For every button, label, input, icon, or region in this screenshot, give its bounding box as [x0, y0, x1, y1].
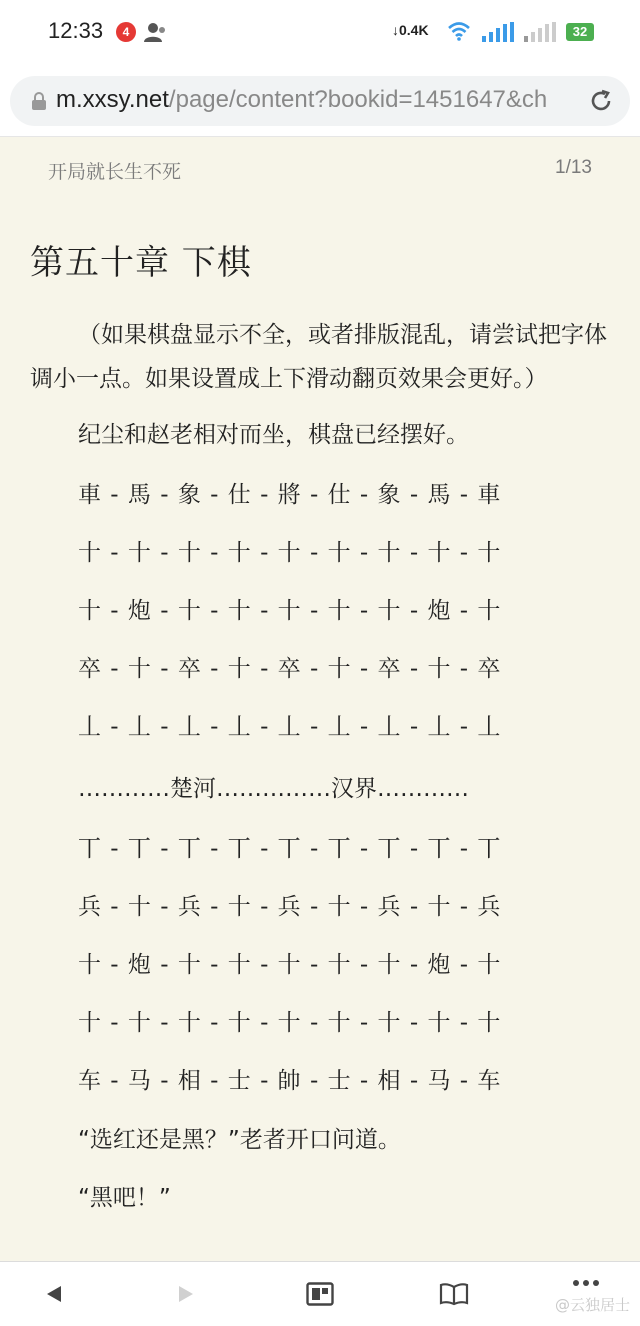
network-speed: ↓0.4K: [392, 22, 429, 38]
intro-paragraph: 纪尘和赵老相对而坐，棋盘已经摆好。: [78, 422, 469, 448]
watermark: @云独居士: [554, 1296, 630, 1314]
tabs-button[interactable]: [280, 1262, 360, 1326]
board-line: 卒 - 十 - 卒 - 十 - 卒 - 十 - 卒 - 十 - 卒: [78, 656, 502, 682]
author-note: （如果棋盘显示不全，或者排版混乱，请尝试把字体调小一点。如果设置成上下滑动翻页效果会更好。）: [30, 322, 607, 392]
board-line: 兵 - 十 - 兵 - 十 - 兵 - 十 - 兵 - 十 - 兵: [78, 894, 502, 920]
river-line: …………楚河……………汉界…………: [78, 776, 469, 802]
wifi-icon: [447, 20, 471, 42]
book-title: 开局就长生不死: [48, 161, 182, 183]
url-host: m.xxsy.net: [56, 86, 169, 113]
book-icon: [439, 1282, 469, 1306]
user-icon: [144, 21, 168, 43]
board-line: 十 - 十 - 十 - 十 - 十 - 十 - 十 - 十 - 十: [78, 540, 502, 566]
board-line: 十 - 炮 - 十 - 十 - 十 - 十 - 十 - 炮 - 十: [78, 952, 502, 978]
board-line: 丅 - 丅 - 丅 - 丅 - 丅 - 丅 - 丅 - 丅 - 丅: [78, 836, 502, 862]
board-line: 車 - 馬 - 象 - 仕 - 將 - 仕 - 象 - 馬 - 車: [78, 482, 502, 508]
bottom-navigation: [0, 1262, 640, 1326]
url-text[interactable]: [56, 86, 584, 114]
back-arrow-icon: [43, 1283, 65, 1305]
battery-indicator: 32: [566, 23, 594, 41]
url-path: /page/content?bookid=1451647&ch: [168, 86, 548, 113]
clock: 12:33: [48, 18, 104, 43]
dialogue-line: “黑吧！”: [78, 1185, 171, 1211]
board-line: 十 - 炮 - 十 - 十 - 十 - 十 - 十 - 炮 - 十: [78, 598, 502, 624]
chapter-title: 第五十章 下棋: [30, 243, 252, 283]
tabs-icon: [306, 1282, 334, 1306]
board-line: 丄 - 丄 - 丄 - 丄 - 丄 - 丄 - 丄 - 丄 - 丄: [78, 714, 502, 740]
more-dots-icon: [573, 1279, 599, 1287]
board-line: 车 - 马 - 相 - 士 - 帥 - 士 - 相 - 马 - 车: [78, 1068, 502, 1094]
bookmarks-button[interactable]: [414, 1262, 494, 1326]
status-bar: [0, 0, 640, 64]
browser-toolbar: [0, 64, 640, 137]
signal-strength-icon: [482, 22, 514, 42]
board-line: 十 - 十 - 十 - 十 - 十 - 十 - 十 - 十 - 十: [78, 1010, 502, 1036]
forward-arrow-icon: [175, 1283, 197, 1305]
reload-icon[interactable]: [588, 88, 614, 114]
address-bar[interactable]: [10, 76, 630, 126]
reader-page: [0, 137, 640, 1261]
dialogue-line: “选红还是黑？”老者开口问道。: [78, 1127, 401, 1153]
signal-strength-secondary-icon: [524, 22, 556, 42]
lock-icon: [32, 92, 46, 110]
back-button[interactable]: [14, 1262, 94, 1326]
notification-badge: 4: [116, 22, 136, 42]
forward-button[interactable]: [146, 1262, 226, 1326]
page-indicator: 1/13: [555, 157, 592, 178]
